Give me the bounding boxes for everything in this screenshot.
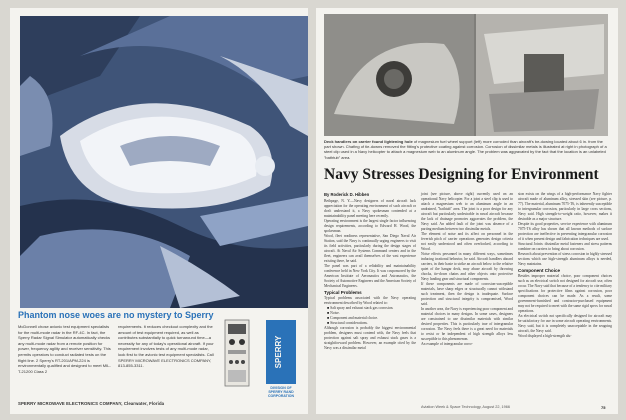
paragraph: In another area, the Navy is experiencing poor component and material choices in many designs. In some cases, designers are constrained to use dissimilar materials with similar desired properties. This is particularly true of intergranular corrosion. The Navy feels there is a great need for materials to resist or be independent of high strength alloys less susceptible to this phenomenon. — [421, 307, 513, 341]
bullet-item: ■ Salt spray and exhaust stack gas corrosion. — [327, 306, 394, 310]
corrosion-photographs — [324, 14, 608, 136]
paragraph: Research about prevention of stress corrosion in highly stressed sections which use high-strength aluminum alloys is needed, Navy maintains. — [518, 252, 613, 266]
sperry-logo-word: SPERRY — [274, 335, 283, 369]
sperry-logo — [260, 320, 302, 406]
aircraft-painting — [20, 16, 308, 308]
paragraph: If these components are made of corrosion-susceptible materials, have sharp edges or structurally cannot withstand such treatment, then the design is inadequate. Surface protection and structural integrity is compromised, Wood said. — [421, 282, 513, 306]
aircraft-nose-illustration — [20, 16, 308, 308]
bullet-item: ■ Structural considerations. — [327, 321, 368, 325]
paragraph: An electrical switch not specifically designed for aircraft may be satisfactory for use in some aircraft operating environments. Navy said, but it is completely unacceptable in the seagoing aircraft, the Navy said. — [518, 314, 612, 333]
logo-sub-line-1: DIVISION OF — [270, 386, 292, 390]
paragraph: Typical problems associated with the Navy operating environment described by Wood related to: — [324, 296, 416, 305]
paragraph: An example of intergranular corro- — [421, 342, 473, 346]
sperry-division-text — [260, 386, 302, 399]
paragraph: Despite its good properties, service experience with aluminum 7075-T6 alloy has shown that all known methods of surface protection are ineffective in preventing intergranular corrosion of it when present design and fabrication techniques are used. — [518, 222, 612, 241]
ad-body-column-1: McDonnell chose avionic test equipment specialists for the multi-mode radar in the RF-4C. In fact, the Sperry Radar Signal Simulator automatically checks any multi-mode radar from a remote position for power, frequency agility and receiver sensitivity. This permits operators to conduct radiated tests on the flight line. 2 Sperry's RT-201/APM-224 is environmentally qualified and designed to meet MIL-T-21200 Class 2 — [18, 324, 111, 374]
article-column-2 — [421, 192, 513, 347]
paragraph: Although corrosion is probably the biggest environmental problem, designers must contend with, the Navy feels that protection against salt spray and exhaust stack gases is a straightforward problem. However, an example cited by the Navy was a dissimilar metal — [324, 326, 416, 350]
logo-sub-line-2: SPERRY RAND — [268, 390, 294, 395]
advertisement-page — [10, 8, 308, 414]
paragraph: Structural Joints: dissimilar metal fasteners and stress patterns combine on carriers to bring about corrosion. — [518, 242, 612, 251]
paragraph: Noise effects personnel in many different ways, sometimes inducing irrational behavior, he said. Aircraft handlers aboard carriers, in their haste to strike an aircraft below to the relative quiet of the hangar deck, may abuse aircraft by throwing chocks, tie-down chains and other objects onto protective Navy landing gear and structural components. — [421, 252, 513, 281]
photo-caption — [324, 139, 608, 160]
article-column-1 — [324, 199, 416, 351]
logo-sub-line-3: CORPORATION — [268, 394, 294, 399]
paragraph: joint (see picture, above right) currently used on an operational Navy helicopter. For a joint a steel clip is used to attach a magnesium web to an aluminum angle in an undrained, "bathtub" area. The joint is a poor design for any aircraft but particularly undesirable in naval aircraft because the lack of drainage promotes aggravates the problem, the Navy said. An added fault of the joint was absence of a parting medium between two dissimilar metals. — [421, 192, 513, 231]
paragraph: Besides improper material choice, poor component choices such as an electrical switch not designed for aircraft use, often occur. The Navy said that because of a tendency to cite military specifications for protective films against corrosion, poor component choices can be made. As a result, some government-furnished and contractor-purchased equipment may not be required to meet with the same rigid specs for naval operations. — [518, 274, 612, 313]
caption-body: of magnesium fuel wheel support (left) more corroded than aircraft's be-dowing located about 6 in. from the part shown. Chafing of tie-downs removed the fitting's protective coating against corrosion. Corrosion of dissimilar metals is illustrated at right in photograph of a steel clip used in a Navy helicopter to attach a magnesium web to an aluminum angle. The problem was aggravated by the fact that the location is an unlabeled "bathtub" area. — [324, 139, 607, 160]
bullet-item: ■ Component and material choice. — [327, 316, 379, 320]
ad-headline: Phantom nose woes are no mystery to Sperry — [18, 310, 214, 320]
article-headline: Navy Stresses Designing for Environment — [324, 166, 599, 183]
bullet-item: ■ Noise. — [327, 311, 340, 315]
paragraph: The element of noise and its affect on personnel in the feverish pitch of carrier operations generates design criteria not easily understood and often overlooked, according to Wood. — [421, 232, 513, 251]
ad-body-column-2: requirements. It reduces checkout complexity and the amount of test equipment required, as well as contributes substantially to quick turnaround time—a necessity for any of today's operational aircraft. If your requirement involves tests of any multi-mode radar, look first to the avionic test equipment specialists. Call SPERRY MICROWAVE ELECTRONICS COMPANY, 813-855-3311. — [118, 324, 214, 369]
paragraph: Wood displayed a high-strength alu- — [518, 334, 572, 338]
paragraph: Bethpage, N. Y.—Navy designers of naval aircraft lack appreciation for the operating environment of such aircraft or don't understand it, a Navy spokesman contended at a maintainability panel meeting here recently. — [324, 199, 416, 218]
radar-test-set-image — [222, 318, 252, 390]
ad-footer: SPERRY MICROWAVE ELECTRONICS COMPANY, Clearwater, Florida — [18, 401, 165, 406]
paragraph: Operating environment is the largest single factor influencing design requirements, according to Edward H. Wood, the spokesman. — [324, 219, 416, 233]
caption-lead: Deck handlers on carrier found lightening hole — [324, 139, 413, 144]
paragraph: sion exists on the wings of a high-performance Navy fighter aircraft made of aluminum alloy, stressed skin (see picture, p. 77). The material, aluminum 7075-T6, is inherently susceptible to intergranular corrosion, particularly in large cross sections, Navy said. High strength-to-weight ratio, however, makes it desirable as a major structure. — [518, 192, 612, 221]
article-page — [316, 8, 618, 414]
subhead-component-choice: Component Choice — [518, 268, 561, 273]
article-byline: By Roderick D. Hibben — [324, 192, 370, 197]
subhead-typical-problems: Typical Problems — [324, 290, 362, 295]
page-folio: Aviation Week & Space Technology, August 22, 1966 — [421, 405, 511, 409]
article-column-3 — [518, 192, 612, 339]
paragraph: The panel was part of a reliability and maintainability conference held in New York City. It was cosponsored by the American Institute of Aeronautics and Astronautics, the Society of Automotive Engineers and the American Society of Mechanical Engineers. — [324, 264, 416, 288]
paragraph: Wood, fleet readiness representative, San Diego Naval Air Station, said the Navy is continually urging engineers to visit its field activities, particularly during the design stages of aircraft. At Naval Air Systems Command centers and in the fleet, engineers can avail themselves of the vast experience existing there, he said. — [324, 234, 416, 263]
page-number: 75 — [601, 405, 606, 410]
